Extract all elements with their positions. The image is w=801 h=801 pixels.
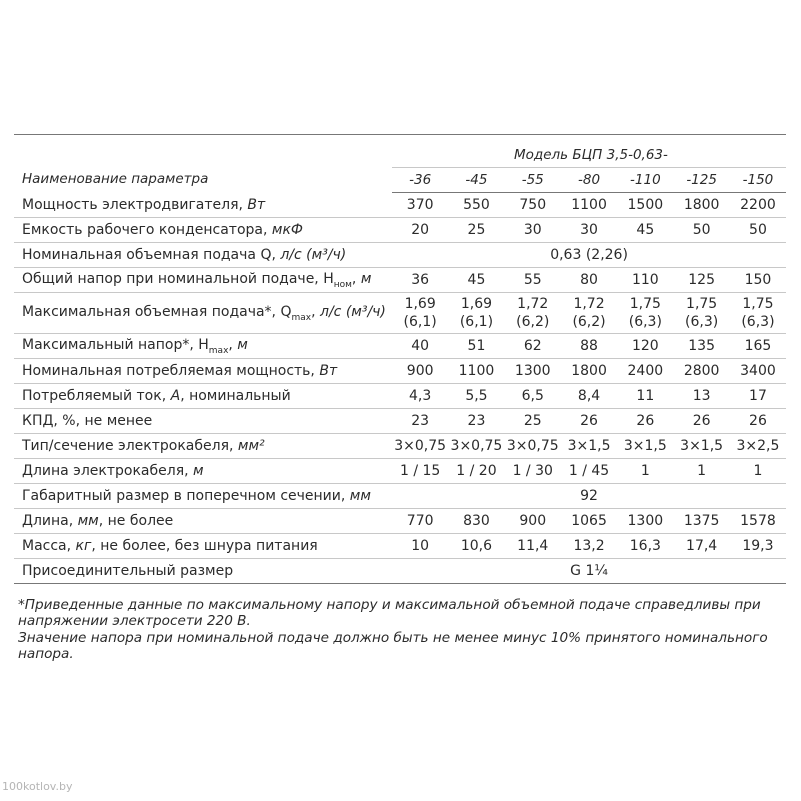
value-cell: 3×1,5 <box>673 434 729 459</box>
table-row <box>14 359 786 384</box>
parameter-name-pre: КПД, %, не менее <box>22 413 153 429</box>
value-cell: 1100 <box>561 193 617 218</box>
value-cell: 30 <box>561 218 617 243</box>
parameter-name-unit: м <box>193 463 204 479</box>
parameter-name <box>14 293 392 334</box>
value-cell: 1 / 15 <box>392 459 448 484</box>
value-cell: 3400 <box>730 359 786 384</box>
parameter-name <box>14 334 392 359</box>
parameter-name <box>14 409 392 434</box>
parameter-name <box>14 384 392 409</box>
parameter-name-post: , <box>351 270 361 287</box>
value-cell: 16,3 <box>617 534 673 559</box>
table-row <box>14 409 786 434</box>
value-cell: 165 <box>730 334 786 359</box>
value-cell: 26 <box>561 409 617 434</box>
value-cell-merged: 92 <box>392 484 786 509</box>
parameter-name-post2: , не более, без шнура питания <box>91 538 318 554</box>
column-header-model: -45 <box>448 168 504 193</box>
parameter-name-pre: Максимальная объемная подача*, Q <box>22 303 292 320</box>
parameter-name-pre: Масса, <box>22 538 76 554</box>
value-cell: 23 <box>392 409 448 434</box>
column-header-model: -110 <box>617 168 673 193</box>
value-cell: 830 <box>448 509 504 534</box>
value-cell: 1800 <box>673 193 729 218</box>
parameter-name-pre: Общий напор при номинальной подаче, H <box>22 270 334 287</box>
parameter-name-unit: Вт <box>319 363 338 379</box>
table-row <box>14 293 786 334</box>
parameter-name <box>14 268 392 293</box>
value-cell: 1065 <box>561 509 617 534</box>
value-cell: 23 <box>448 409 504 434</box>
value-cell: 26 <box>730 409 786 434</box>
parameter-name-unit: м <box>237 336 248 353</box>
parameter-name-pre: Присоединительный размер <box>22 563 234 579</box>
value-cell: 11,4 <box>505 534 561 559</box>
value-cell: 62 <box>505 334 561 359</box>
parameter-name-sub: ном <box>333 279 352 290</box>
table-row <box>14 384 786 409</box>
table-row <box>14 218 786 243</box>
value-cell: 750 <box>505 193 561 218</box>
parameter-name-pre: Емкость рабочего конденсатора, <box>22 222 272 238</box>
table-row <box>14 484 786 509</box>
parameter-name-pre: Потребляемый ток, <box>22 388 171 404</box>
value-cell: 13,2 <box>561 534 617 559</box>
value-cell: 50 <box>730 218 786 243</box>
value-cell: 3×0,75 <box>392 434 448 459</box>
parameter-name-unit: м <box>360 270 372 287</box>
parameter-name-unit: л/с (м³/ч) <box>280 247 347 263</box>
value-cell: 1500 <box>617 193 673 218</box>
value-cell: 17,4 <box>673 534 729 559</box>
value-cell: 1100 <box>448 359 504 384</box>
value-cell: 88 <box>561 334 617 359</box>
value-cell: 2400 <box>617 359 673 384</box>
parameter-name <box>14 434 392 459</box>
parameter-name-sub: max <box>208 345 229 356</box>
parameter-name-post: , <box>228 336 238 353</box>
value-cell: 4,3 <box>392 384 448 409</box>
parameter-name-pre: Мощность электродвигателя, <box>22 196 248 213</box>
parameter-name-unit: мм <box>349 488 371 504</box>
parameter-name-unit: кг <box>75 538 92 554</box>
value-cell: 1375 <box>673 509 729 534</box>
parameter-name <box>14 243 392 268</box>
parameter-name-post: , <box>311 303 320 320</box>
parameter-name <box>14 534 392 559</box>
param-name-header: Наименование параметра <box>14 135 392 193</box>
value-cell: 3×1,5 <box>617 434 673 459</box>
value-cell-merged: 0,63 (2,26) <box>392 243 786 268</box>
value-cell: 2800 <box>673 359 729 384</box>
parameter-name-unit: мм <box>77 513 99 529</box>
value-cell: 1 <box>730 459 786 484</box>
value-cell: 1,72 (6,2) <box>505 293 561 334</box>
value-cell: 1,69 (6,1) <box>448 293 504 334</box>
value-cell: 20 <box>392 218 448 243</box>
parameter-name <box>14 359 392 384</box>
model-header: Модель БЦП 3,5-0,63- <box>392 135 786 168</box>
parameter-name-unit: л/с (м³/ч) <box>320 303 386 320</box>
value-cell: 3×2,5 <box>730 434 786 459</box>
value-cell: 6,5 <box>505 384 561 409</box>
value-cell: 13 <box>673 384 729 409</box>
parameter-name-pre: Номинальная объемная подача Q, <box>22 247 281 263</box>
value-cell: 1,75 (6,3) <box>617 293 673 334</box>
value-cell: 10 <box>392 534 448 559</box>
parameter-name-unit: Вт <box>247 196 266 213</box>
value-cell: 26 <box>673 409 729 434</box>
parameter-name <box>14 509 392 534</box>
table-row <box>14 268 786 293</box>
parameter-name-pre: Тип/сечение электрокабеля, <box>22 438 238 454</box>
value-cell: 51 <box>448 334 504 359</box>
value-cell: 110 <box>617 268 673 293</box>
value-cell: 11 <box>617 384 673 409</box>
parameter-name-unit: мкФ <box>271 222 303 238</box>
spec-table-body <box>14 193 786 584</box>
value-cell: 45 <box>617 218 673 243</box>
value-cell: 36 <box>392 268 448 293</box>
footnote-head: Значение напора при номинальной подаче должно быть не менее минус 10% принятого номинального напора. <box>18 629 768 663</box>
value-cell: 370 <box>392 193 448 218</box>
value-cell: 1 / 30 <box>505 459 561 484</box>
column-header-model: -125 <box>673 168 729 193</box>
value-cell: 25 <box>505 409 561 434</box>
value-cell: 770 <box>392 509 448 534</box>
parameter-name <box>14 193 392 218</box>
value-cell: 3×1,5 <box>561 434 617 459</box>
table-row <box>14 334 786 359</box>
value-cell: 2200 <box>730 193 786 218</box>
value-cell: 150 <box>730 268 786 293</box>
table-row <box>14 559 786 584</box>
value-cell: 30 <box>505 218 561 243</box>
table-row <box>14 459 786 484</box>
parameter-name-pre: Максимальный напор*, H <box>22 336 209 353</box>
value-cell: 1578 <box>730 509 786 534</box>
value-cell: 55 <box>505 268 561 293</box>
parameter-name-pre: Габаритный размер в поперечном сечении, <box>22 488 350 504</box>
parameter-name <box>14 484 392 509</box>
value-cell: 5,5 <box>448 384 504 409</box>
table-row <box>14 193 786 218</box>
value-cell: 550 <box>448 193 504 218</box>
parameter-name-unit: мм² <box>237 438 265 454</box>
value-cell: 10,6 <box>448 534 504 559</box>
value-cell: 1 <box>617 459 673 484</box>
value-cell: 1,72 (6,2) <box>561 293 617 334</box>
table-row <box>14 509 786 534</box>
value-cell: 40 <box>392 334 448 359</box>
value-cell: 1 / 45 <box>561 459 617 484</box>
parameter-name <box>14 218 392 243</box>
value-cell: 1300 <box>617 509 673 534</box>
value-cell: 8,4 <box>561 384 617 409</box>
parameter-name <box>14 559 392 584</box>
value-cell: 19,3 <box>730 534 786 559</box>
value-cell: 120 <box>617 334 673 359</box>
column-header-model: -55 <box>505 168 561 193</box>
parameter-name <box>14 459 392 484</box>
column-header-model: -36 <box>392 168 448 193</box>
value-cell: 3×0,75 <box>448 434 504 459</box>
value-cell: 1,75 (6,3) <box>673 293 729 334</box>
parameter-name-post2: , номинальный <box>180 388 291 404</box>
value-cell: 1800 <box>561 359 617 384</box>
spec-table <box>14 134 786 584</box>
parameter-name-pre: Длина электрокабеля, <box>22 463 194 479</box>
value-cell: 1,75 (6,3) <box>730 293 786 334</box>
value-cell: 50 <box>673 218 729 243</box>
value-cell: 17 <box>730 384 786 409</box>
value-cell: 125 <box>673 268 729 293</box>
value-cell: 45 <box>448 268 504 293</box>
watermark: 100kotlov.by <box>2 780 73 793</box>
value-cell: 1 <box>673 459 729 484</box>
value-cell: 3×0,75 <box>505 434 561 459</box>
table-row <box>14 434 786 459</box>
spec-table-container <box>14 134 786 584</box>
parameter-name-unit: А <box>170 388 181 404</box>
column-header-model: -150 <box>730 168 786 193</box>
value-cell: 25 <box>448 218 504 243</box>
footnote-max: *Приведенные данные по максимальному напору и максимальной объемной подаче справедливы при напряжении электросети 220 В. <box>18 597 761 630</box>
parameter-name-pre: Номинальная потребляемая мощность, <box>22 363 320 379</box>
parameter-name-sub: max <box>291 312 312 323</box>
value-cell: 135 <box>673 334 729 359</box>
column-header-model: -80 <box>561 168 617 193</box>
parameter-name-pre: Длина, <box>22 513 78 529</box>
value-cell-merged: G 1¼ <box>392 559 786 584</box>
value-cell: 900 <box>392 359 448 384</box>
value-cell: 26 <box>617 409 673 434</box>
table-row <box>14 534 786 559</box>
table-row <box>14 243 786 268</box>
value-cell: 80 <box>561 268 617 293</box>
value-cell: 1 / 20 <box>448 459 504 484</box>
value-cell: 1,69 (6,1) <box>392 293 448 334</box>
value-cell: 900 <box>505 509 561 534</box>
footnotes <box>18 597 778 663</box>
parameter-name-post2: , не более <box>98 513 174 529</box>
value-cell: 1300 <box>505 359 561 384</box>
